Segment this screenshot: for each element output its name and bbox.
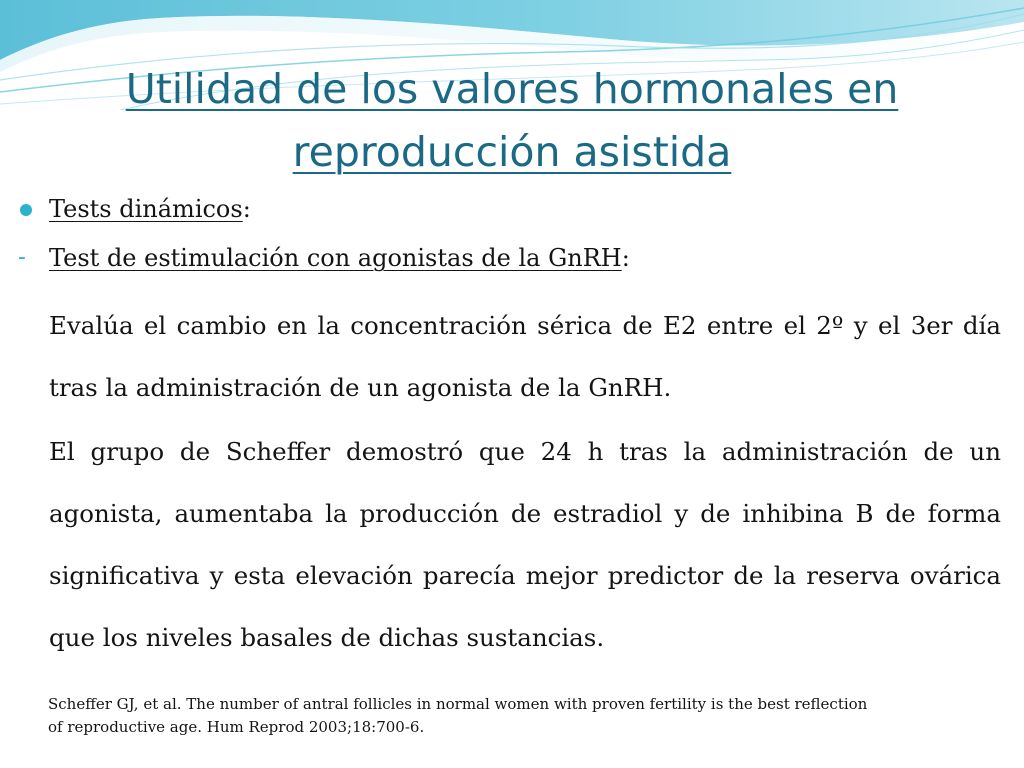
paragraph-evalua: Evalúa el cambio en la concentración sérica de E2 entre el 2º y el 3er día tras la administración de un agonista de la GnRH. <box>49 311 1001 402</box>
bullet-suffix: : <box>242 195 251 223</box>
bullet-suffix: : <box>621 244 630 272</box>
bullet-text <box>49 242 630 274</box>
bullet-label: Tests dinámicos <box>49 195 243 223</box>
slide-title <box>20 58 1004 184</box>
reference-line-1: Scheffer GJ, et al. The number of antral follicles in normal women with proven fertility is the best reflection <box>48 695 868 713</box>
reference-line-2: of reproductive age. Hum Reprod 2003;18:700-6. <box>48 718 425 736</box>
dash-marker-icon: - <box>18 245 26 270</box>
bullet-label: Test de estimulación con agonistas de la GnRH <box>49 244 622 272</box>
reference-citation <box>48 693 988 739</box>
bullet-text <box>49 193 251 225</box>
bullet-dot-icon <box>20 204 32 216</box>
paragraph-grupo-scheffer: El grupo de Scheffer demostró que 24 h tras la administración de un agonista, aumentaba la producción de estradiol y de inhibina B de forma significativa y esta elevación parecía mejor predictor de la reserva ovárica que los niveles basales de dichas sustancias. <box>49 437 1001 652</box>
slide-title-line-1: Utilidad de los valores hormonales en <box>125 65 899 113</box>
slide-title-line-2: reproducción asistida <box>292 128 732 176</box>
